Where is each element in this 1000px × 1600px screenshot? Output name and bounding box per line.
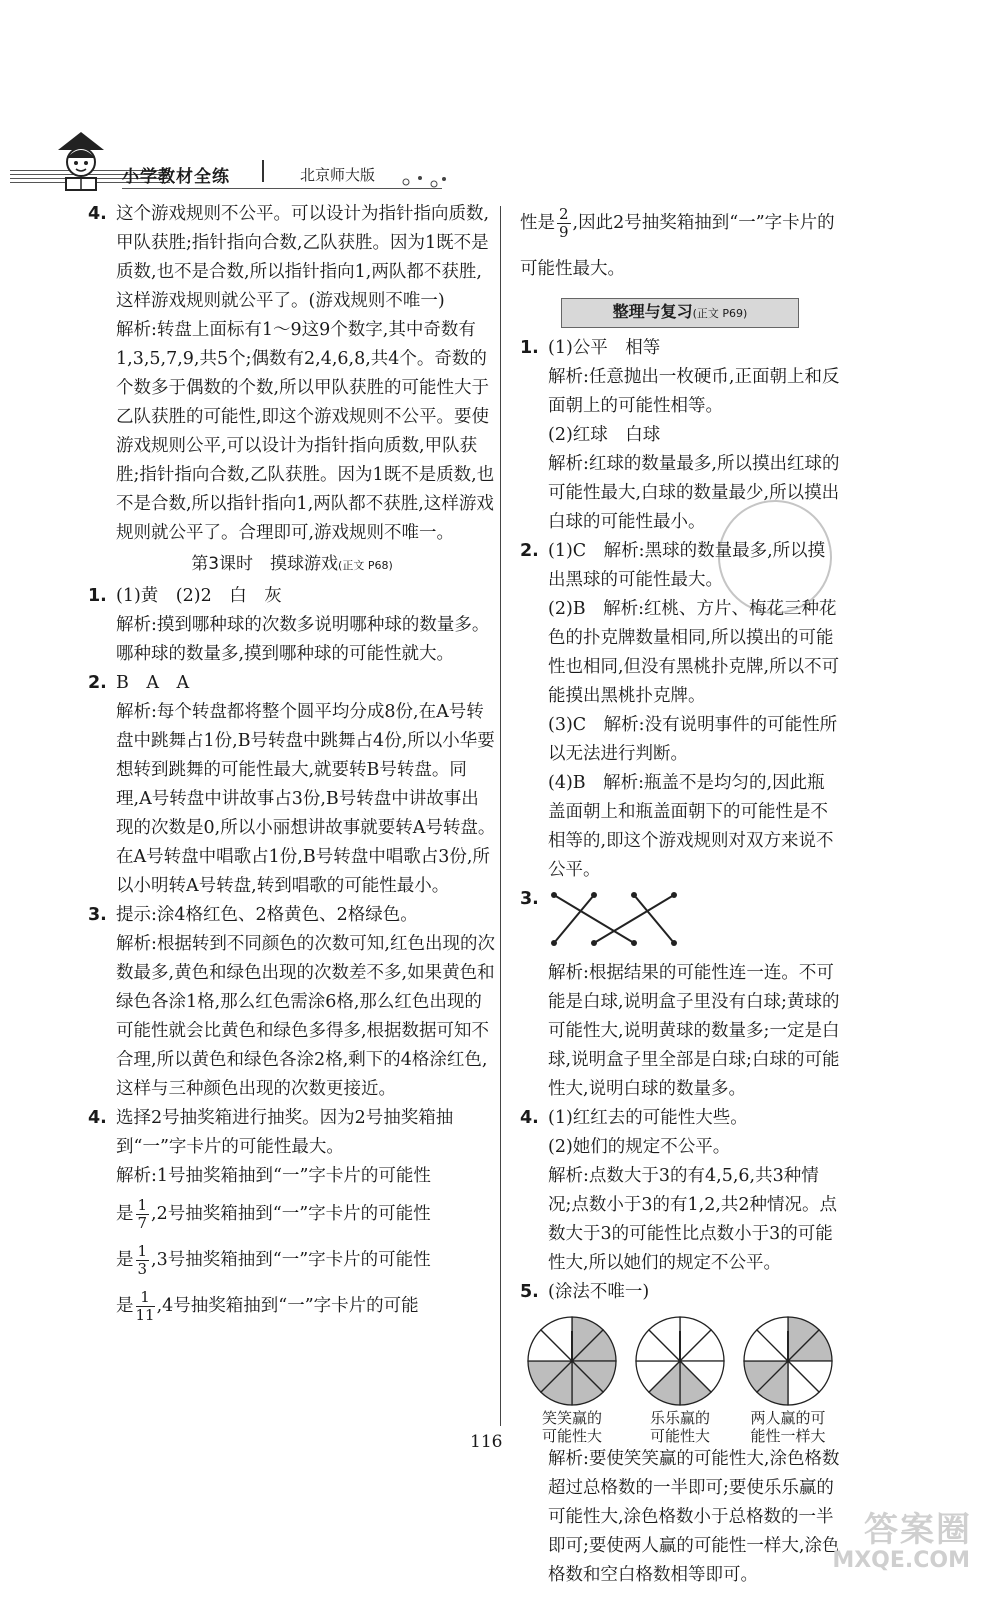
analysis-lead: 解析:1号抽奖箱抽到“一”字卡片的可能性 bbox=[116, 1166, 431, 1186]
answer-text: 提示:涂4格红色、2格黄色、2格绿色。 bbox=[116, 905, 418, 925]
question-1 bbox=[88, 582, 496, 669]
spinner-caption: 两人赢的可 能性一样大 bbox=[750, 1409, 826, 1445]
spinner-lele bbox=[628, 1313, 732, 1445]
header-separator bbox=[262, 160, 264, 182]
answer-text: B A A bbox=[116, 673, 190, 693]
section-title-text: 第3课时 摸球游戏 bbox=[191, 554, 339, 574]
page-header bbox=[10, 128, 450, 198]
question-3 bbox=[88, 901, 496, 1104]
analysis-line-3: 是 $\frac{1}{11}$ ,4号抽奖箱抽到“一”字卡片的可能 bbox=[116, 1288, 419, 1324]
answer-text: 这个游戏规则不公平。可以设计为指针指向质数,甲队获胜;指针指向合数,乙队获胜。因为1既不是质数,也不是合数,所以指针指向1,两队都不获胜,这样游戏规则就公平了。(游戏规则不唯一) bbox=[116, 204, 490, 311]
question-number: 5. bbox=[520, 1282, 539, 1302]
mascot-icon bbox=[50, 128, 112, 194]
question-number: 1. bbox=[520, 338, 539, 358]
question-number: 3. bbox=[520, 889, 539, 909]
spinner-caption: 乐乐赢的 可能性大 bbox=[649, 1409, 710, 1445]
brand-title: 小学教材全练 bbox=[122, 167, 230, 187]
question-2 bbox=[88, 669, 496, 901]
question-number: 4. bbox=[88, 204, 107, 224]
spinner-equal-icon bbox=[740, 1313, 836, 1409]
section-title bbox=[88, 550, 496, 580]
analysis-text: 解析:根据转到不同颜色的次数可知,红色出现的次数最多,黄色和绿色出现的次数差不多,如果黄色和绿色各涂1格,那么红色需涂6格,那么红色出现的可能性就会比黄色和绿色多得多,根据数据可知不合理,所以黄色和绿色各涂2格,剩下的4格涂红色,这样与三种颜色出现的次数更接近。 bbox=[116, 934, 495, 1099]
review-title bbox=[561, 298, 799, 328]
spinner-lele-icon bbox=[632, 1313, 728, 1409]
question-number: 1. bbox=[88, 586, 107, 606]
review-ref: (正文 P69) bbox=[692, 307, 748, 320]
question-number: 4. bbox=[520, 1108, 539, 1128]
analysis-text: 解析:红球的数量最多,所以摸出红球的可能性最大,白球的数量最少,所以摸出白球的可能性最小。 bbox=[548, 454, 840, 532]
analysis-text: 解析:要使笑笑赢的可能性大,涂色格数超过总格数的一半即可;要使乐乐赢的可能性大,涂色格数小于总格数的一半即可;要使两人赢的可能性一样大,涂色格数和空白格数相等即可。 bbox=[548, 1449, 840, 1585]
question-4-lottery bbox=[88, 1104, 496, 1329]
analysis-text: 解析:摸到哪种球的次数多说明哪种球的数量多。哪种球的数量多,摸到哪种球的可能性就大。 bbox=[116, 615, 490, 664]
answer-text: 选择2号抽奖箱进行抽奖。因为2号抽奖箱抽到“一”字卡片的可能性最大。 bbox=[116, 1108, 454, 1157]
column-divider bbox=[500, 206, 501, 1426]
analysis-text: 解析:点数大于3的有4,5,6,共3种情况;点数小于3的有1,2,共2种情况。点数大于3的可能性比点数小于3的可能性大,所以她们的规定不公平。 bbox=[548, 1166, 838, 1273]
left-column bbox=[88, 200, 496, 1329]
question-number: 2. bbox=[520, 541, 539, 561]
review-question-4 bbox=[520, 1104, 840, 1278]
analysis-line-2: 是 $\frac{1}{3}$ ,3号抽奖箱抽到“一”字卡片的可能性 bbox=[116, 1242, 431, 1278]
section-ref: (正文 P68) bbox=[338, 559, 393, 572]
question-number: 2. bbox=[88, 673, 107, 693]
review-title-text: 整理与复习 bbox=[612, 302, 693, 321]
fraction-1-11: $\frac{1}{11}$ bbox=[135, 1288, 155, 1324]
review-question-5-analysis bbox=[520, 1445, 840, 1590]
matching-lines-diagram bbox=[548, 889, 698, 949]
question-number: 4. bbox=[88, 1108, 107, 1128]
answer-text: (1)公平 相等 bbox=[548, 338, 661, 358]
answer-text: (2)她们的规定不公平。 bbox=[548, 1137, 731, 1157]
fraction-1-3: $\frac{1}{3}$ bbox=[137, 1242, 148, 1278]
part-4: (4)B 解析:瓶盖不是均匀的,因此瓶盖面朝上和瓶盖面朝下的可能性是不相等的,即这个游戏规则对双方来说不公平。 bbox=[548, 773, 834, 880]
continuation-text: 性是 $\frac{2}{9}$ ,因此2号抽奖箱抽到“一”字卡片的可能性最大。 bbox=[520, 205, 835, 279]
edition-label: 北京师大版 bbox=[300, 166, 376, 184]
analysis-text: 解析:转盘上面标有1～9这9个数字,其中奇数有1,3,5,7,9,共5个;偶数有2,4,6,8,共4个。奇数的个数多于偶数的个数,所以甲队获胜的可能性大于乙队获胜的可能性,即这个游戏规则不公平。要使游戏规则公平,可以设计为指针指向质数,甲队获胜;指针指向合数,乙队获胜。因为1既不是质数,也不是合数,所以指针指向1,两队都不获胜,这样游戏规则就公平了。合理即可,游戏规则不唯一。 bbox=[116, 320, 495, 543]
question-number: 3. bbox=[88, 905, 107, 925]
part-2: (2)B 解析:红桃、方片、梅花三种花色的扑克牌数量相同,所以摸出的可能性也相同,但没有黑桃扑克牌,所以不可能摸出黑桃扑克牌。 bbox=[548, 599, 840, 706]
spinner-diagrams bbox=[520, 1313, 840, 1445]
spinner-xiaoxiao-icon bbox=[524, 1313, 620, 1409]
analysis-text: 解析:每个转盘都将整个圆平均分成8份,在A号转盘中跳舞占1份,B号转盘中跳舞占4份,所以小华要想转到跳舞的可能性最大,就要转B号转盘。同理,A号转盘中讲故事占3份,B号转盘中讲故事出现的次数是0,所以小丽想讲故事就要转A号转盘。在A号转盘中唱歌占1份,B号转盘中唱歌占3份,所以小明转A号转盘,转到唱歌的可能性最小。 bbox=[116, 702, 496, 896]
watermark-url: MXQE.COM bbox=[832, 1548, 970, 1573]
spinner-xiaoxiao bbox=[520, 1313, 624, 1445]
fraction-2-9: $\frac{2}{9}$ bbox=[559, 205, 569, 241]
spinner-equal bbox=[736, 1313, 840, 1445]
answer-text: (1)黄 (2)2 白 灰 bbox=[116, 586, 282, 606]
header-rule bbox=[122, 188, 442, 189]
analysis-text: 解析:根据结果的可能性连一连。不可能是白球,说明盒子里没有白球;黄球的可能性大,说明黄球的数量多;一定是白球,说明盒子里全部是白球;白球的可能性大,说明白球的数量多。 bbox=[548, 963, 840, 1099]
spinner-caption: 笑笑赢的 可能性大 bbox=[541, 1409, 602, 1445]
answer-text: (1)红红去的可能性大些。 bbox=[548, 1108, 748, 1128]
analysis-line-1: 是 $\frac{1}{7}$ ,2号抽奖箱抽到“一”字卡片的可能性 bbox=[116, 1196, 431, 1232]
dots-ornament-icon bbox=[400, 174, 450, 190]
page-number: 116 bbox=[470, 1432, 503, 1452]
review-question-3 bbox=[520, 885, 840, 1104]
right-column bbox=[520, 200, 840, 1590]
answer-text: (2)红球 白球 bbox=[548, 425, 661, 445]
question-4 bbox=[88, 200, 496, 548]
watermark-logo: 答案圈 bbox=[864, 1510, 972, 1550]
fraction-1-7: $\frac{1}{7}$ bbox=[137, 1196, 148, 1232]
answer-text: (涂法不唯一) bbox=[548, 1282, 650, 1302]
analysis-text: 解析:任意抛出一枚硬币,正面朝上和反面朝上的可能性相等。 bbox=[548, 367, 840, 416]
part-3: (3)C 解析:没有说明事件的可能性所以无法进行判断。 bbox=[548, 715, 838, 764]
review-question-5 bbox=[520, 1278, 840, 1307]
part-1: (1)C 解析:黑球的数量最多,所以摸出黑球的可能性最大。 bbox=[548, 541, 826, 590]
